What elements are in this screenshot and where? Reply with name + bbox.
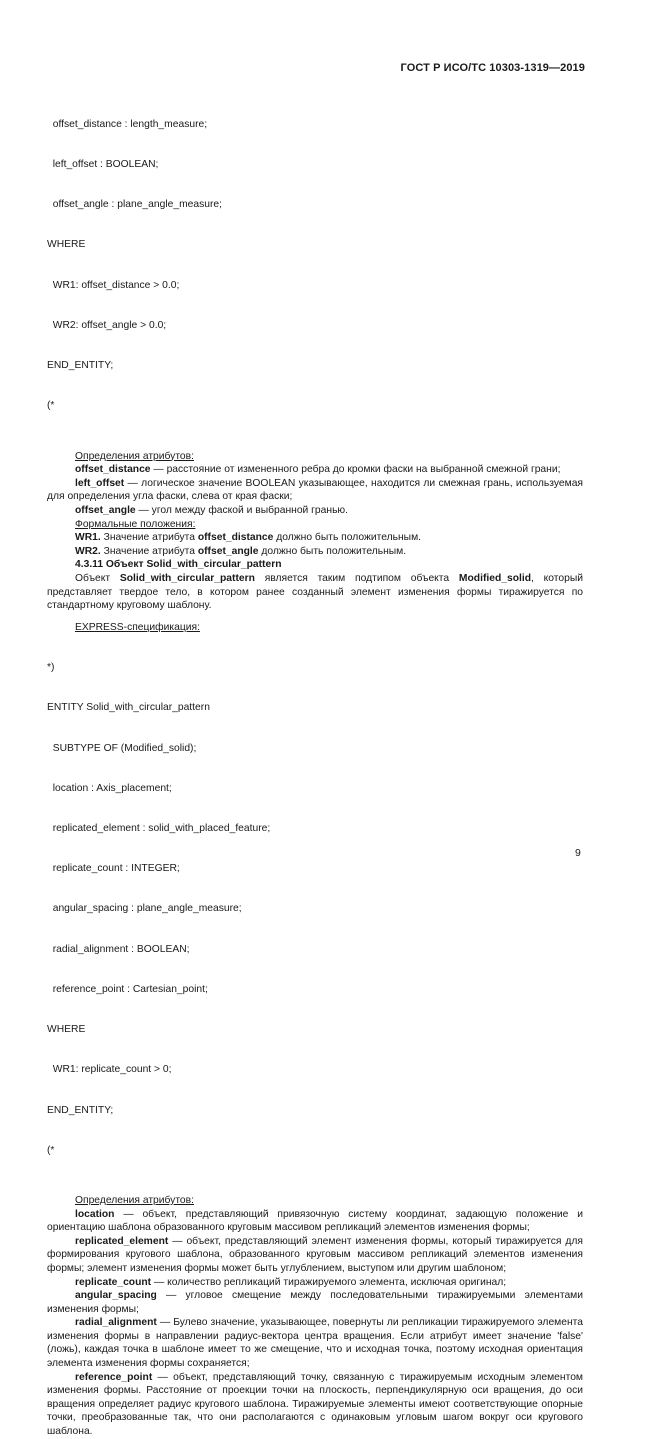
code-line: END_ENTITY; bbox=[47, 1104, 114, 1116]
document-header: ГОСТ Р ИСО/ТС 10303-1319—2019 bbox=[400, 62, 585, 74]
code-line: radial_alignment : BOOLEAN; bbox=[47, 943, 190, 955]
attr-text: — объект, представляющий элемент изменения формы, который тиражируется для формирования кругового шаблона, образованного круговым массивом репликаций элементов изменения формы; элемент изменения формы может быть углублением, выступом или другим шаблоном; bbox=[47, 1235, 583, 1274]
code-line: *) bbox=[47, 662, 55, 674]
code-line: location : Axis_placement; bbox=[47, 782, 172, 794]
code-line: (* bbox=[47, 400, 55, 412]
code-line: WR1: replicate_count > 0; bbox=[47, 1064, 172, 1076]
page-number: 9 bbox=[575, 847, 581, 859]
code-line: WR2: offset_angle > 0.0; bbox=[47, 319, 167, 331]
attr-term: angular_spacing bbox=[75, 1290, 157, 1302]
attr-location bbox=[47, 1208, 583, 1235]
attr-text: — объект, представляющий привязочную систему координат, задающую положение и ориентацию шаблона образованного круговым массивом репликаций элементов изменения формы; bbox=[47, 1208, 583, 1234]
attr-term: replicated_element bbox=[75, 1235, 169, 1247]
attr-text: — угловое смещение между последовательными тиражируемыми элементами изменения формы; bbox=[47, 1290, 583, 1315]
page-content bbox=[47, 91, 583, 1439]
rule-wr2: WR2. Значение атрибута offset_angle должно быть положительным. bbox=[75, 545, 407, 557]
attr-text: — расстояние от измененного ребра до кромки фаски на выбранной смежной грани; bbox=[150, 464, 561, 476]
attr-reference-point bbox=[47, 1371, 583, 1439]
express-code-block-2 bbox=[47, 634, 583, 1184]
code-line: angular_spacing : plane_angle_measure; bbox=[47, 903, 242, 915]
attr-offset-angle bbox=[47, 504, 583, 518]
express-code-block-1 bbox=[47, 91, 583, 440]
attr-term: radial_alignment bbox=[75, 1317, 157, 1329]
attr-term: offset_distance bbox=[75, 464, 151, 476]
code-line: WHERE bbox=[47, 239, 86, 251]
code-line: replicate_count : INTEGER; bbox=[47, 863, 180, 875]
rule-wr1: WR1. Значение атрибута offset_distance должно быть положительным. bbox=[75, 532, 422, 544]
attr-replicate-count bbox=[47, 1276, 583, 1290]
attr-text: — количество репликаций тиражируемого элемента, исключая оригинал; bbox=[151, 1276, 507, 1288]
code-line: offset_distance : length_measure; bbox=[47, 118, 208, 130]
code-line: END_ENTITY; bbox=[47, 360, 114, 372]
code-line: left_offset : BOOLEAN; bbox=[47, 159, 159, 171]
section-title: 4.3.11 Объект Solid_with_circular_pattern bbox=[75, 559, 282, 571]
attr-defs-heading: Определения атрибутов: bbox=[75, 450, 194, 462]
attr-text: — логическое значение BOOLEAN указывающее, находится ли смежная грань, используемая для определения угла фаски, слева от края фаски; bbox=[47, 477, 583, 503]
code-line: reference_point : Cartesian_point; bbox=[47, 983, 208, 995]
code-line: WR1: offset_distance > 0.0; bbox=[47, 279, 180, 291]
attr-defs-heading: Определения атрибутов: bbox=[75, 1194, 194, 1206]
attr-angular-spacing bbox=[47, 1289, 583, 1316]
attr-term: left_offset bbox=[75, 477, 125, 489]
code-line: replicated_element : solid_with_placed_feature; bbox=[47, 822, 271, 834]
express-heading: EXPRESS-спецификация: bbox=[75, 621, 200, 633]
attr-offset-distance bbox=[47, 463, 583, 477]
attr-term: offset_angle bbox=[75, 504, 136, 516]
attr-text: — объект, представляющий точку, связанную с тиражируемым исходным элементом изменения формы. Расстояние от проекции точки на плоскость, перпендикулярную оси вращения, до оси вращения определяет радиус кругового шаблона. Тиражируемые элементы имеют соответствующие опорные точки, преобразованные так, что они располагаются с одинаковым угловым шагом вокруг оси кругового шаблона. bbox=[47, 1371, 583, 1438]
attr-term: reference_point bbox=[75, 1371, 153, 1383]
code-line: (* bbox=[47, 1144, 55, 1156]
formal-heading: Формальные положения: bbox=[75, 518, 196, 530]
attr-radial-alignment bbox=[47, 1316, 583, 1370]
code-line: SUBTYPE OF (Modified_solid); bbox=[47, 742, 197, 754]
code-line: ENTITY Solid_with_circular_pattern bbox=[47, 702, 210, 714]
attr-term: location bbox=[75, 1208, 115, 1220]
section-intro: Объект Solid_with_circular_pattern является таким подтипом объекта Modified_solid, который представляет твердое тело, в котором ранее созданный элемент изменения формы тиражируется по стандартному круговому шаблону. bbox=[47, 572, 583, 612]
attr-text: — угол между фаской и выбранной гранью. bbox=[135, 504, 349, 516]
attr-term: replicate_count bbox=[75, 1276, 152, 1288]
attr-left-offset bbox=[47, 477, 583, 504]
attr-text: — Булево значение, указывающее, повернуты ли репликации тиражируемого элемента изменения формы в направлении радиус-вектора центра вращения. Если атрибут имеет значение 'false' (ложь), каждая точка в шаблоне имеет то же смещение, что и исходная точка, поэтому исходная ориентация элемента изменения формы сохраняется; bbox=[47, 1317, 583, 1370]
attr-replicated-element bbox=[47, 1235, 583, 1276]
code-line: offset_angle : plane_angle_measure; bbox=[47, 199, 222, 211]
code-line: WHERE bbox=[47, 1024, 86, 1036]
